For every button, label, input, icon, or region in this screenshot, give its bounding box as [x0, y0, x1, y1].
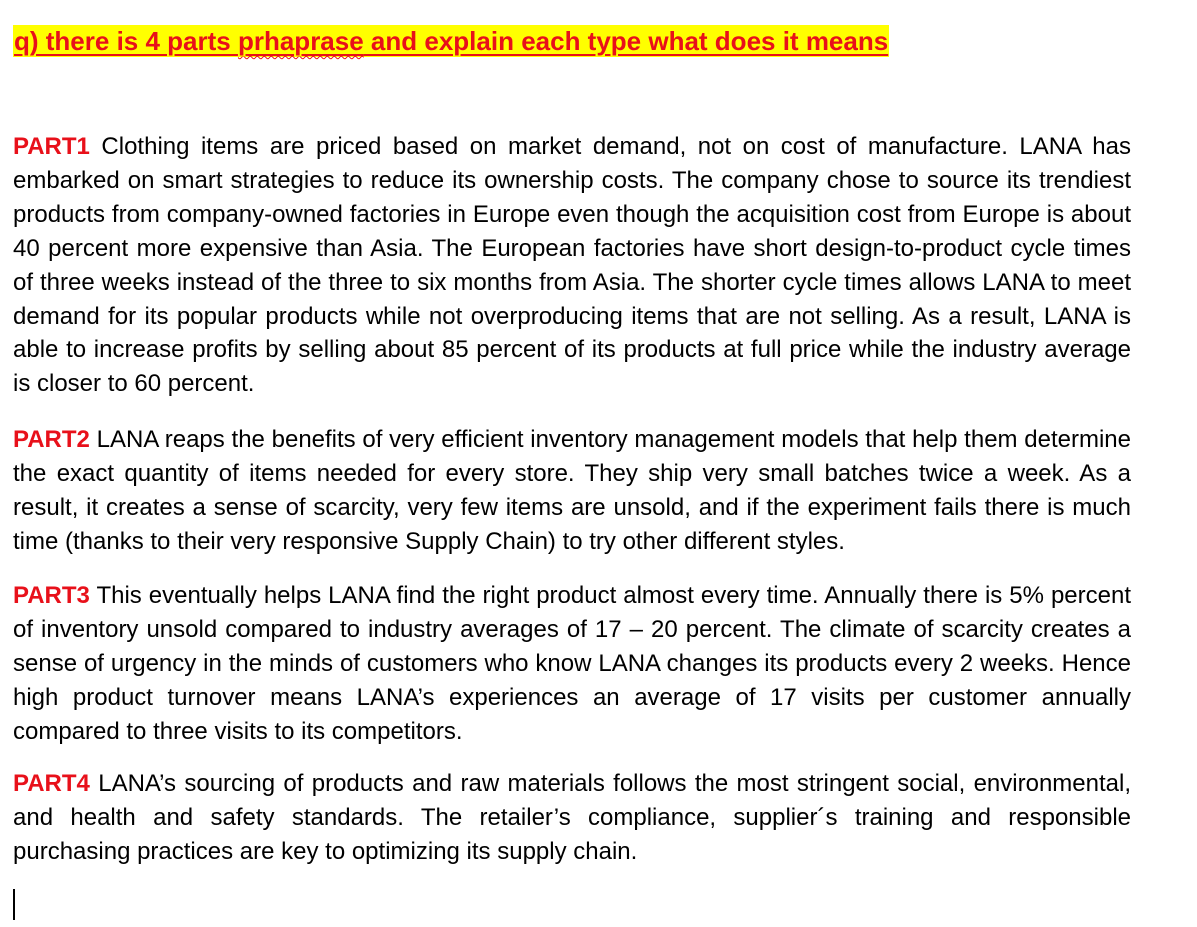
- part1-text: Clothing items are priced based on market demand, not on cost of manufacture. LANA has embarked on smart strategies to reduce its ownership costs. The company chose to source its trendiest products from company-owned factories in Europe even though the acquisition cost from Europe is about 40 percent more expensive than Asia. The European factories have short design-to-product cycle times of three weeks instead of the three to six months from Asia. The shorter cycle times allows LANA to meet demand for its popular products while not overproducing items that are not selling. As a result, LANA is able to increase profits by selling about 85 percent of its products at full price while the industry average is closer to 60 percent.: [13, 133, 1131, 398]
- part4-label: PART4: [13, 770, 90, 797]
- heading-suffix: and explain each type what does it means: [363, 26, 889, 56]
- question-heading: [13, 25, 889, 57]
- part3-text: This eventually helps LANA find the right product almost every time. Annually there is 5% percent of inventory unsold compared to industry averages of 17 – 20 percent. The climate of scarcity creates a sense of urgency in the minds of customers who know LANA changes its products every 2 weeks. Hence high product turnover means LANA’s experiences an average of 17 visits per customer annually compared to three visits to its competitors.: [13, 582, 1131, 745]
- part2-text: LANA reaps the benefits of very efficient inventory management models that help them determine the exact quantity of items needed for every store. They ship very small batches twice a week. As a result, it creates a sense of scarcity, very few items are unsold, and if the experiment fails there is much time (thanks to their very responsive Supply Chain) to try other different styles.: [13, 426, 1131, 555]
- part1-label: PART1: [13, 133, 90, 160]
- text-cursor: [13, 889, 15, 920]
- heading-prefix: q) there is 4 parts: [14, 26, 238, 56]
- part2-label: PART2: [13, 426, 90, 453]
- misspelled-word[interactable]: prhaprase: [237, 26, 364, 56]
- part4-paragraph: [13, 767, 1131, 869]
- part4-text: LANA’s sourcing of products and raw materials follows the most stringent social, environmental, and health and safety standards. The retailer’s compliance, supplier´s training and responsible purchasing practices are key to optimizing its supply chain.: [13, 770, 1131, 865]
- part3-paragraph: [13, 579, 1131, 749]
- part2-paragraph: [13, 423, 1131, 559]
- part3-label: PART3: [13, 582, 90, 609]
- part1-paragraph: [13, 130, 1131, 401]
